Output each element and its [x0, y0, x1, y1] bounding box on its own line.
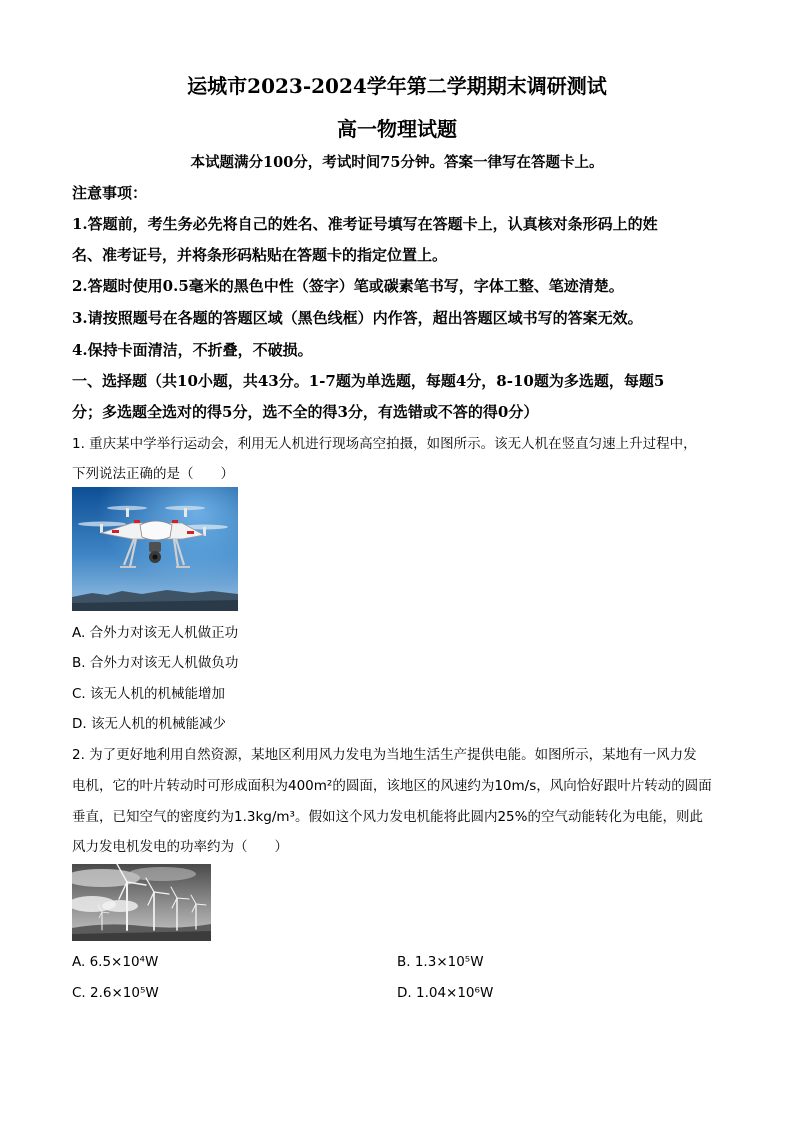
note-line: 2.答题时使用0.5毫米的黑色中性（签字）笔或碳素笔书写，字体工整、笔迹清楚。 [72, 277, 624, 295]
note-line: 1.答题前，考生务必先将自己的姓名、准考证号填写在答题卡上，认真核对条形码上的姓 [72, 215, 658, 233]
drone-photo [72, 487, 238, 611]
question-2-text: 电机，它的叶片转动时可形成面积为400m²的圆面，该地区的风速约为10m/s，风向恰好跟叶片转动的圆面 [72, 778, 712, 794]
q1-option-b: B. 合外力对该无人机做负功 [72, 655, 239, 671]
section-heading-cont: 分；多选题全选对的得5分，选不全的得3分，有选错或不答的得0分） [72, 403, 539, 421]
question-1-text: 1. 重庆某中学举行运动会，利用无人机进行现场高空拍摄，如图所示。该无人机在竖直匀速上升过程中， [72, 436, 697, 452]
wind-turbines-photo [72, 864, 211, 941]
note-line: 3.请按照题号在各题的答题区域（黑色线框）内作答，超出答题区域书写的答案无效。 [72, 309, 643, 327]
section-heading: 一、选择题（共10小题，共43分。1-7题为单选题，每题4分，8-10题为多选题，每题5 [72, 372, 665, 390]
note-line: 名、准考证号，并将条形码粘贴在答题卡的指定位置上。 [72, 246, 448, 264]
q1-option-c: C. 该无人机的机械能增加 [72, 686, 226, 702]
q1-option-d: D. 该无人机的机械能减少 [72, 716, 226, 732]
exam-subtitle: 高一物理试题 [337, 117, 457, 141]
notes-heading: 注意事项： [72, 184, 148, 202]
question-1-text: 下列说法正确的是（ ） [72, 466, 234, 482]
exam-title: 运城市2023-2024学年第二学期期末调研测试 [187, 74, 607, 98]
question-2-text: 垂直，已知空气的密度约为1.3kg/m³。假如这个风力发电机能将此圆内25%的空气动能转化为电能，则此 [72, 809, 703, 825]
q2-option-d: D. 1.04×10⁶W [397, 985, 494, 1001]
note-line: 4.保持卡面清洁，不折叠，不破损。 [72, 341, 313, 359]
q2-option-b: B. 1.3×10⁵W [397, 954, 484, 970]
q2-option-c: C. 2.6×10⁵W [72, 985, 159, 1001]
question-2-text: 风力发电机发电的功率约为（ ） [72, 839, 288, 855]
exam-meta: 本试题满分100分，考试时间75分钟。答案一律写在答题卡上。 [190, 154, 604, 171]
q1-option-a: A. 合外力对该无人机做正功 [72, 625, 239, 641]
q2-option-a: A. 6.5×10⁴W [72, 954, 159, 970]
question-2-text: 2. 为了更好地利用自然资源，某地区利用风力发电为当地生活生产提供电能。如图所示，某地有一风力发 [72, 747, 697, 763]
